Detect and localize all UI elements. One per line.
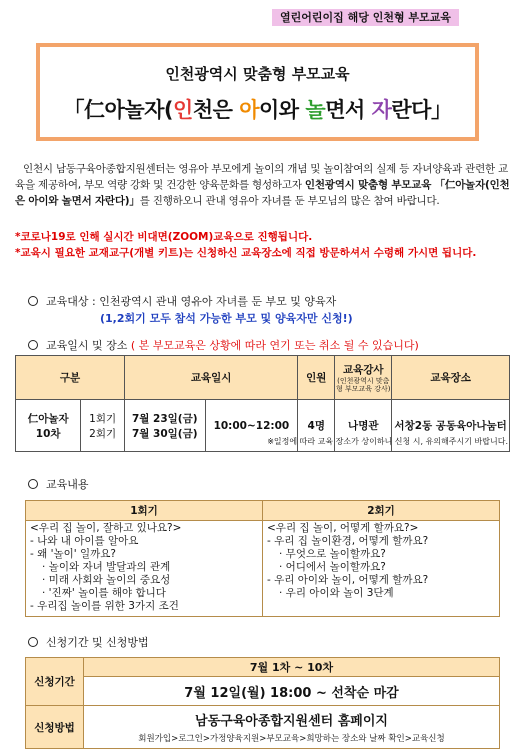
program-round: 10차 [35, 427, 61, 440]
title-box [36, 43, 479, 141]
title-part: 자 [371, 98, 392, 122]
method-main: 남동구육아종합지원센터 홈페이지 [195, 714, 388, 729]
content-line: · 우리 아이와 놀이 3단계 [279, 587, 394, 599]
date-1: 7월 23일(금) [131, 412, 198, 425]
apply-table [25, 657, 500, 749]
method-label: 신청방법 [26, 706, 84, 749]
header-lecturer [335, 356, 392, 400]
content-section [28, 476, 89, 492]
target-highlight: (1,2회기 모두 참석 가능한 부모 및 양육자만 신청!) [100, 312, 353, 325]
session-2: 2회기 [89, 427, 117, 440]
period-date: 7월 12일(월) 18:00 ~ 선착순 마감 [84, 677, 500, 706]
content-line: - 우리 집 놀이환경, 어떻게 할까요? [267, 535, 429, 547]
content-line: - 나와 내 아이를 알아요 [30, 535, 139, 547]
title-part: 인 [173, 98, 193, 122]
program-cell [16, 400, 81, 452]
header-place: 교육장소 [392, 356, 510, 400]
period-label: 신청기간 [26, 658, 84, 706]
notice-kit: *교육시 필요한 교재교구(개별 키트)는 신청하신 교육장소에 직접 방문하셔서 수령해 가시면 됩니다. [15, 247, 477, 259]
circle-bullet-icon [28, 340, 38, 350]
header-category: 구분 [16, 356, 125, 400]
title-part: 이와 [259, 98, 306, 122]
content-line: · 무엇으로 놀이할까요? [279, 548, 386, 560]
method-steps: 회원가입>로그인>가정양육지원>부모교육>희망하는 장소와 날짜 확인>교육신청 [138, 734, 445, 744]
notice-zoom: *코로나19로 인해 실시간 비대면(ZOOM)교육으로 진행됩니다. [15, 231, 313, 243]
title-part: 「仁아놀자( [63, 98, 174, 122]
header-lecturer-label: 교육강사 [342, 364, 384, 376]
date-cell [124, 400, 205, 452]
circle-bullet-icon [28, 296, 38, 306]
header-datetime: 교육일시 [124, 356, 297, 400]
lecturer-cell: 나명관 [335, 400, 392, 452]
title-part: 란다」 [391, 98, 452, 122]
count-cell: 4명 [298, 400, 335, 452]
content-line: - 왜 '놀이' 일까요? [30, 548, 117, 560]
content-line: · 미래 사회와 놀이의 중요성 [42, 574, 171, 586]
content-col-2 [263, 521, 500, 617]
apply-label: 신청기간 및 신청방법 [46, 636, 149, 649]
schedule-section [28, 337, 419, 353]
title-main [40, 94, 475, 124]
place-cell: 서창2동 공동육아나눔터 [392, 400, 510, 452]
program-name: 仁아놀자 [27, 412, 69, 425]
content-line: <우리 집 놀이, 어떻게 할까요?> [267, 522, 419, 534]
method-cell [84, 706, 500, 749]
header-lecturer-sub: (인천광역시 맞춤형 부모교육 강사) [336, 377, 391, 393]
circle-bullet-icon [28, 479, 38, 489]
target-section [28, 293, 336, 309]
top-tag: 열린어린이집 해당 인천형 부모교육 [272, 9, 459, 26]
content-table [25, 500, 500, 617]
intro-bold: 인천광역시 맞춤형 부모교육 「仁아놀자(인천은 아이와 놀면서 자란다)」 [15, 179, 510, 207]
title-part: 놀 [305, 98, 326, 122]
schedule-warning: ( 본 부모교육은 상황에 따라 연기 또는 취소 될 수 있습니다) [130, 339, 419, 352]
session-cell [81, 400, 125, 452]
period-week: 7월 1차 ~ 10차 [84, 658, 500, 677]
date-2: 7월 30일(금) [131, 427, 198, 440]
intro-text: 인천시 남동구육아종합지원센터는 영유아 부모에게 놀이의 개념 및 놀이참여의 실제 등 자녀양육과 관련한 교육을 제공하여, 부모 역량 강화 및 건강한 양육문화를 형성하고자 [15, 163, 509, 191]
content-label: 교육내용 [46, 478, 89, 491]
content-line: · 놀이와 자녀 발달과의 관계 [42, 561, 171, 573]
target-label: 교육대상 : 인천광역시 관내 영유아 자녀를 둔 부모 및 양육자 [46, 295, 337, 308]
content-line: - 우리집 놀이를 위한 3가지 조건 [30, 600, 179, 612]
apply-section [28, 634, 149, 650]
intro-paragraph [15, 161, 510, 209]
circle-bullet-icon [28, 637, 38, 647]
intro-end: 를 진행하오니 관내 영유아 자녀를 둔 부모님의 많은 참여 바랍니다. [139, 195, 440, 207]
content-header-2: 2회기 [263, 501, 500, 521]
header-count: 인원 [298, 356, 335, 400]
content-header-1: 1회기 [26, 501, 263, 521]
content-line: · 어디에서 놀이할까요? [279, 561, 386, 573]
schedule-label: 교육일시 및 장소 [46, 339, 128, 352]
content-line: <우리 집 놀이, 잘하고 있나요?> [30, 522, 182, 534]
title-sub: 인천광역시 맞춤형 부모교육 [165, 65, 350, 83]
content-line: - 우리 아이와 놀이, 어떻게 할까요? [267, 574, 429, 586]
content-col-1 [26, 521, 263, 617]
title-part: 천은 [192, 98, 240, 122]
session-1: 1회기 [89, 412, 117, 425]
time-cell: 10:00~12:00 [205, 400, 298, 452]
schedule-note: ※일정에 따라 교육 장소가 상이하니 신청 시, 유의해주시기 바랍니다. [267, 437, 508, 446]
title-part: 면서 [325, 98, 372, 122]
title-part: 아 [239, 98, 259, 122]
content-line: · '진짜' 놀이를 해야 합니다 [42, 587, 166, 599]
